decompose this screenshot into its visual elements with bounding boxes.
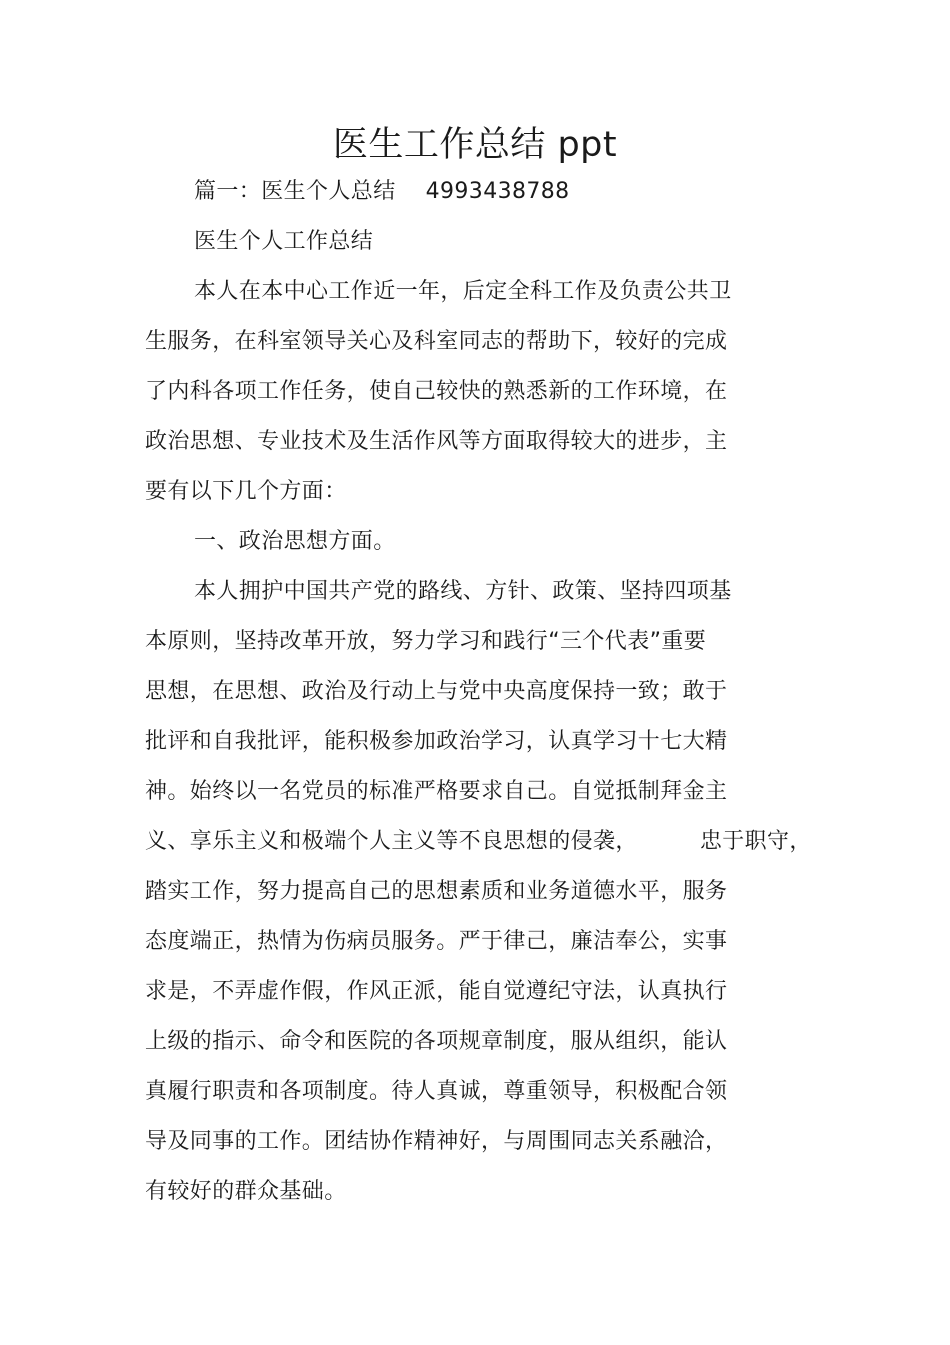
paragraph1-line: 政治思想、专业技术及生活作风等方面取得较大的进步，主 — [145, 429, 728, 454]
paragraph2-line-part: 义、享乐主义和极端个人主义等不良思想的侵袭， — [145, 829, 638, 854]
paragraph2-line: 思想，在思想、政治及行动上与党中央高度保持一致；敢于 — [145, 679, 728, 704]
paragraph1-line: 要有以下几个方面： — [145, 479, 347, 504]
paragraph2-line: 批评和自我批评，能积极参加政治学习，认真学习十七大精 — [145, 729, 728, 754]
document-title: 医生工作总结 ppt — [332, 125, 618, 165]
paragraph2-line-part: 忠于职守， — [699, 829, 812, 854]
paragraph2-line: 上级的指示、命令和医院的各项规章制度，服从组织，能认 — [145, 1029, 728, 1054]
subtitle-code: 4993438788 — [425, 179, 570, 204]
paragraph2-line: 本人拥护中国共产党的路线、方针、政策、坚持四项基 — [194, 579, 732, 604]
paragraph2-line: 求是，不弄虚作假，作风正派，能自觉遵纪守法，认真执行 — [145, 979, 728, 1004]
paragraph2-line: 导及同事的工作。团结协作精神好，与周围同志关系融洽， — [145, 1129, 728, 1154]
paragraph1-line: 生服务，在科室领导关心及科室同志的帮助下，较好的完成 — [145, 329, 728, 354]
paragraph2-line: 态度端正，热情为伤病员服务。严于律己，廉洁奉公，实事 — [145, 929, 728, 954]
paragraph2-line: 有较好的群众基础。 — [145, 1179, 347, 1204]
paragraph1-line: 了内科各项工作任务，使自己较快的熟悉新的工作环境，在 — [145, 379, 728, 404]
document-heading: 医生个人工作总结 — [194, 229, 374, 254]
paragraph1-line: 本人在本中心工作近一年，后定全科工作及负责公共卫 — [194, 279, 732, 304]
subtitle-label: 篇一：医生个人总结 — [194, 179, 396, 204]
paragraph2-line: 踏实工作，努力提高自己的思想素质和业务道德水平，服务 — [145, 879, 728, 904]
paragraph2-line: 神。始终以一名党员的标准严格要求自己。自觉抵制拜金主 — [145, 779, 728, 804]
subtitle-line — [194, 177, 570, 207]
paragraph2-line: 真履行职责和各项制度。待人真诚，尊重领导，积极配合领 — [145, 1079, 728, 1104]
paragraph2-line — [145, 827, 812, 857]
section1-heading: 一、政治思想方面。 — [194, 529, 396, 554]
paragraph2-line: 本原则，坚持改革开放，努力学习和践行“三个代表”重要 — [145, 629, 707, 654]
